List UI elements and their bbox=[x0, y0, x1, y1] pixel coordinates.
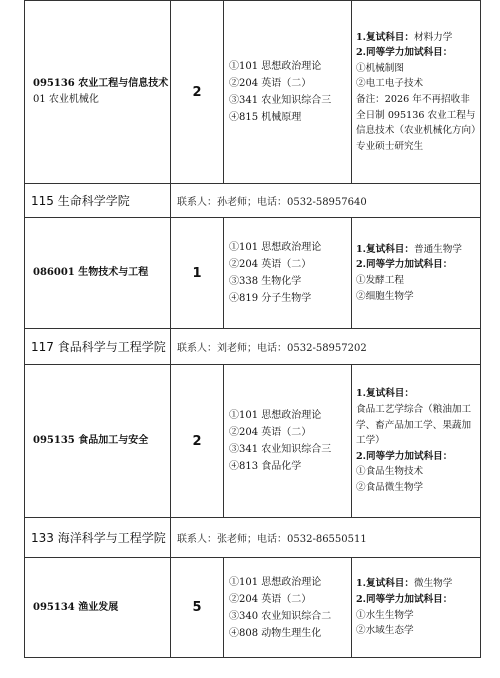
exam-subject: ②204 英语（二） bbox=[229, 259, 312, 270]
table-row-major bbox=[25, 1, 481, 184]
exam-subject: ④819 分子生物学 bbox=[229, 293, 312, 304]
exam-subject: ②204 英语（二） bbox=[229, 427, 312, 438]
department-name: 115 生命科学学院 bbox=[25, 184, 171, 218]
equiv-item: ②水域生态学 bbox=[356, 625, 414, 637]
exam-subject: ①101 思想政治理论 bbox=[229, 242, 322, 253]
table-row-major bbox=[25, 558, 481, 658]
exam-subject: ③341 农业知识综合三 bbox=[229, 444, 332, 455]
table-row-department bbox=[25, 329, 481, 365]
quota-cell: 2 bbox=[171, 1, 224, 184]
table-row-department bbox=[25, 518, 481, 558]
major-code-name: 095134 渔业发展 bbox=[33, 601, 119, 613]
table-row-major bbox=[25, 218, 481, 329]
equiv-label: 2.同等学力加试科目： bbox=[356, 593, 453, 605]
exam-subjects-cell bbox=[224, 218, 352, 329]
major-cell bbox=[25, 365, 171, 518]
quota-cell: 5 bbox=[171, 558, 224, 658]
retest-label: 1.复试科目： bbox=[356, 243, 414, 255]
retest-value: 材料力学 bbox=[413, 31, 453, 43]
exam-subject: ③341 农业知识综合三 bbox=[229, 95, 332, 106]
exam-subject: ①101 思想政治理论 bbox=[229, 61, 322, 72]
major-code-name: 086001 生物技术与工程 bbox=[33, 267, 149, 278]
exam-subject: ③340 农业知识综合二 bbox=[229, 610, 332, 622]
major-direction: 01 农业机械化 bbox=[33, 94, 99, 105]
equiv-item: ②细胞生物学 bbox=[356, 290, 414, 302]
quota-cell: 1 bbox=[171, 218, 224, 329]
exam-subjects-cell bbox=[224, 1, 352, 184]
retest-value: 食品工艺学综合（粮油加工学、畜产品加工学、果蔬加工学） bbox=[356, 404, 472, 447]
remark-text: 备注：2026 年不再招收非全日制 095136 农业工程与信息技术（农业机械化方向）专业硕士研究生 bbox=[356, 94, 476, 152]
equiv-label: 2.同等学力加试科目： bbox=[356, 259, 453, 271]
department-name: 117 食品科学与工程学院 bbox=[25, 329, 171, 365]
exam-subject: ①101 思想政治理论 bbox=[229, 576, 322, 588]
department-name: 133 海洋科学与工程学院 bbox=[25, 518, 171, 558]
equiv-item: ①发酵工程 bbox=[356, 275, 404, 286]
retest-value: 普通生物学 bbox=[413, 243, 462, 255]
equiv-item: ②电工电子技术 bbox=[356, 78, 424, 90]
retest-label: 1.复试科目： bbox=[356, 31, 414, 43]
catalog-table bbox=[24, 0, 481, 658]
table-row-major bbox=[25, 365, 481, 518]
major-cell bbox=[25, 1, 171, 184]
exam-subject: ②204 英语（二） bbox=[229, 78, 312, 89]
major-cell bbox=[25, 218, 171, 329]
exam-subjects-cell bbox=[224, 365, 352, 518]
exam-subject: ④808 动物生理生化 bbox=[229, 627, 322, 639]
exam-subject: ③338 生物化学 bbox=[229, 276, 302, 287]
equiv-label: 2.同等学力加试科目： bbox=[356, 450, 453, 462]
exam-subject: ①101 思想政治理论 bbox=[229, 410, 322, 421]
equiv-item: ①食品生物技术 bbox=[356, 466, 424, 478]
notes-cell bbox=[352, 218, 481, 329]
major-code-name: 095136 农业工程与信息技术 bbox=[33, 78, 169, 89]
equiv-item: ①机械制图 bbox=[356, 62, 404, 74]
equiv-item: ①水生生物学 bbox=[356, 609, 414, 621]
exam-subjects-cell bbox=[224, 558, 352, 658]
major-code-name: 095135 食品加工与安全 bbox=[33, 435, 149, 446]
retest-label: 1.复试科目： bbox=[356, 388, 414, 400]
department-contact: 联系人：张老师；电话：0532-86550511 bbox=[171, 518, 481, 558]
retest-value: 微生物学 bbox=[413, 578, 453, 590]
department-contact: 联系人：刘老师；电话：0532-58957202 bbox=[171, 329, 481, 365]
notes-cell bbox=[352, 558, 481, 658]
retest-label: 1.复试科目： bbox=[356, 578, 414, 590]
exam-subject: ②204 英语（二） bbox=[229, 593, 312, 605]
equiv-label: 2.同等学力加试科目： bbox=[356, 47, 453, 59]
exam-subject: ④813 食品化学 bbox=[229, 461, 302, 472]
department-contact: 联系人：孙老师；电话：0532-58957640 bbox=[171, 184, 481, 218]
notes-cell bbox=[352, 1, 481, 184]
exam-subject: ④815 机械原理 bbox=[229, 112, 302, 123]
major-cell bbox=[25, 558, 171, 658]
table-row-department bbox=[25, 184, 481, 218]
notes-cell bbox=[352, 365, 481, 518]
equiv-item: ②食品微生物学 bbox=[356, 481, 424, 493]
quota-cell: 2 bbox=[171, 365, 224, 518]
